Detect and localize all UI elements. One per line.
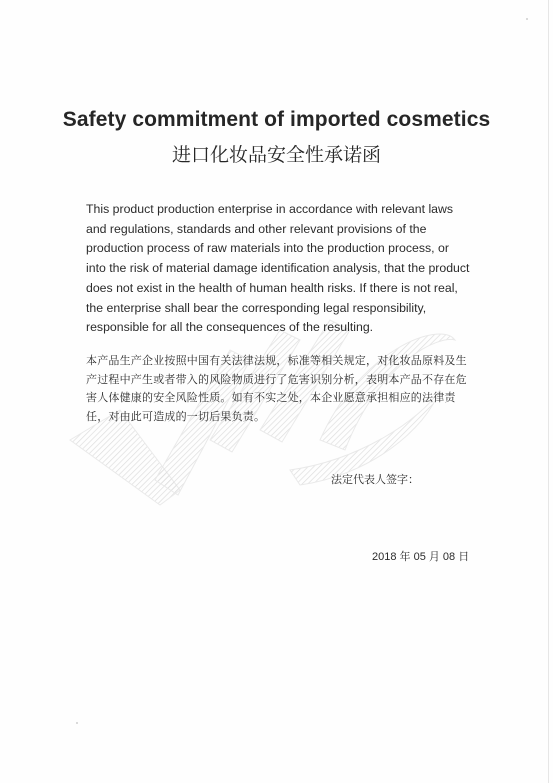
legal-representative-signature-label: 法定代表人签字： — [331, 474, 419, 486]
title-english: Safety commitment of imported cosmetics — [62, 108, 491, 131]
title-chinese: 进口化妆品安全性承诺函 — [171, 145, 381, 166]
commitment-paragraph-english: This product production enterprise in accordance with relevant laws and regulations, standards and other relevant provisions of the production process of raw materials into the production process, or into the risk of material damage identification analysis, that the product does not exist in the health of human health risks. If there is not real, the enterprise shall bear the corresponding legal responsibility, responsible for all the consequences of the resulting. — [86, 202, 470, 335]
scan-speck — [526, 18, 528, 20]
scan-speck — [76, 722, 78, 724]
commitment-paragraph-chinese: 本产品生产企业按照中国有关法律法规，标准等相关规定，对化妆品原料及生产过程中产生或者带入的风险物质进行了危害识别分析，表明本产品不存在危害人体健康的安全风险性质。如有不实之处，本企业愿意承担相应的法律责任，对由此可造成的一切后果负责。 — [86, 355, 467, 423]
document-date: 2018 年 05 月 08 日 — [372, 551, 470, 563]
